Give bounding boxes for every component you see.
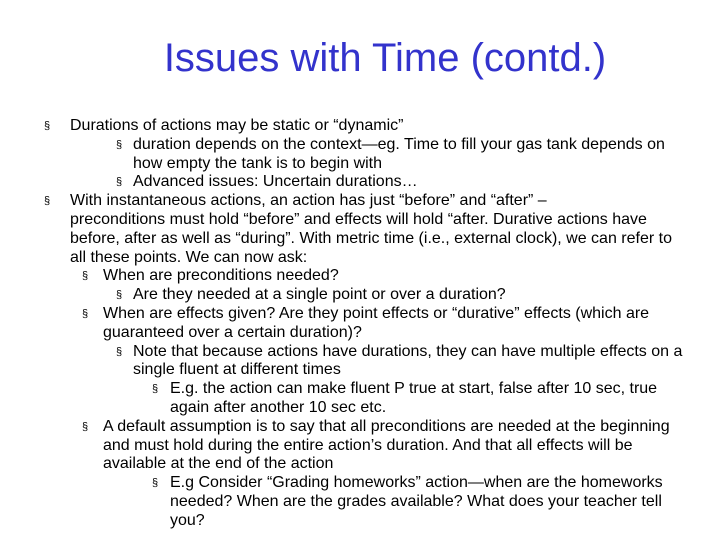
bullet-marker: § xyxy=(152,477,159,490)
bullet-text: Advanced issues: Uncertain durations… xyxy=(133,173,418,191)
bullet-item-level2 xyxy=(0,418,720,474)
bullet-marker: § xyxy=(82,270,89,283)
bullet-marker: § xyxy=(82,307,89,320)
bullet-item-level2 xyxy=(0,305,720,343)
bullet-marker: § xyxy=(116,176,123,189)
bullet-text: E.g. the action can make fluent P true at start, false after 10 sec, true again after another 10 sec etc. xyxy=(170,380,658,416)
bullet-item-level4 xyxy=(0,380,720,418)
bullet-item-level1 xyxy=(0,192,720,267)
bullet-item-level2 xyxy=(0,267,720,286)
bullet-marker: § xyxy=(82,420,89,433)
bullet-text-continuation: preconditions must hold “before” and effects will hold “after. Durative actions have before, after as well as “during”. With metric time (i.e., external clock), we can refer to all these points. We can now ask: xyxy=(70,210,672,266)
bullet-text: Are they needed at a single point or over a duration? xyxy=(133,286,506,304)
bullet-text-first-line: With instantaneous actions, an action has just “before” and “after” – xyxy=(70,192,547,210)
bullet-marker: § xyxy=(44,195,51,208)
bullet-text: When are preconditions needed? xyxy=(103,267,339,285)
bullet-marker: § xyxy=(116,289,123,302)
slide-title: Issues with Time (contd.) xyxy=(163,36,607,80)
bullet-text: Note that because actions have durations, they can have multiple effects on a single fluent at different times xyxy=(133,342,683,379)
bullet-item-level3 xyxy=(0,343,720,381)
bullet-item-level4 xyxy=(0,474,720,530)
bullet-text: duration depends on the context—eg. Time to fill your gas tank depends on how empty the tank is to begin with xyxy=(133,135,665,172)
slide-body xyxy=(0,117,720,531)
bullet-marker: § xyxy=(152,383,159,396)
bullet-marker: § xyxy=(116,345,123,358)
bullet-text: When are effects given? Are they point effects or “durative” effects (which are guaranteed over a certain duration)? xyxy=(103,304,650,341)
bullet-text: Durations of actions may be static or “dynamic” xyxy=(70,117,404,134)
bullet-item-level2 xyxy=(0,136,720,174)
bullet-marker: § xyxy=(44,120,51,132)
bullet-marker: § xyxy=(116,138,123,151)
bullet-text: E.g Consider “Grading homeworks” action—when are the homeworks needed? When are the grades available? What does your teacher tell you? xyxy=(170,474,663,529)
bullet-item-level2 xyxy=(0,173,720,192)
bullet-text: A default assumption is to say that all preconditions are needed at the beginning and must hold during the entire action’s duration. And that all effects will be available at the end of the action xyxy=(103,417,670,473)
bullet-item-level1 xyxy=(0,117,720,136)
bullet-item-level3 xyxy=(0,286,720,305)
